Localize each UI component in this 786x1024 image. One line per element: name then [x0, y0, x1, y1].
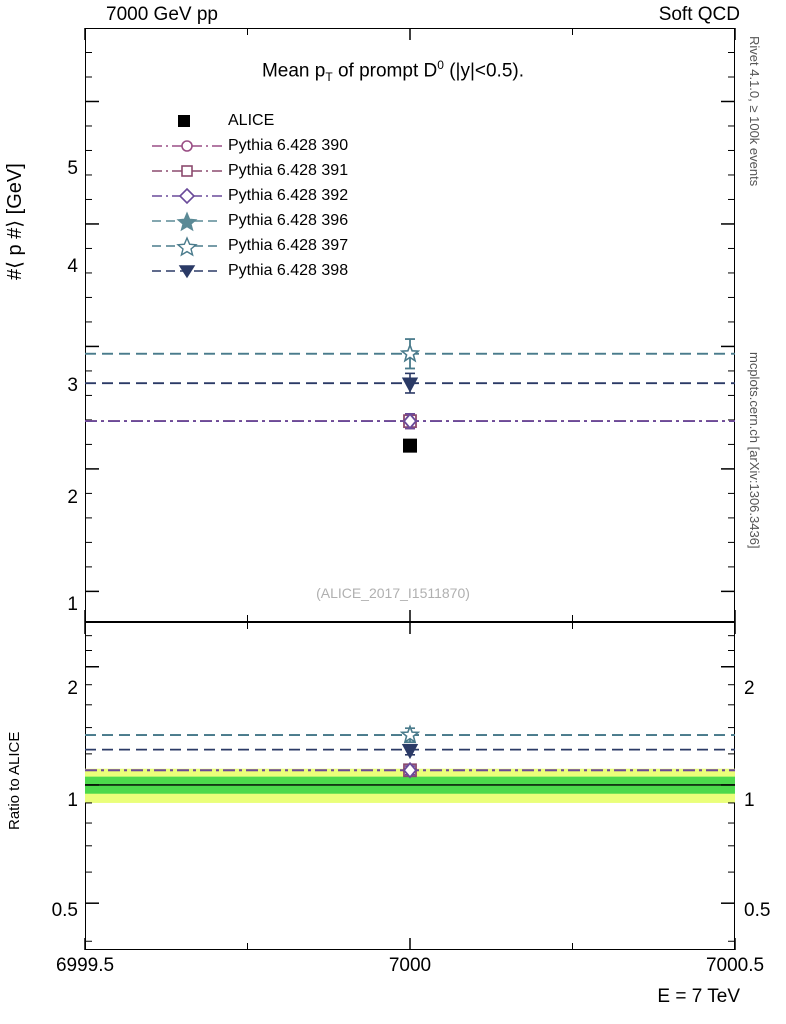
ytick-ratio-left-0.5: 0.5: [51, 900, 78, 921]
legend-label-4: Pythia 6.428 396: [228, 211, 349, 229]
legend-marker-pythia-391: [150, 160, 224, 182]
ytick-ratio-left-1: 1: [67, 790, 78, 811]
ratio-plot-canvas: [85, 622, 735, 950]
title-part-3: (|y|<0.5).: [443, 60, 525, 82]
ytick-ratio-right-2: 2: [744, 678, 755, 699]
ytick-main-4: 4: [67, 256, 78, 277]
legend-label-3: Pythia 6.428 392: [228, 186, 349, 204]
x-axis-label: E = 7 TeV: [657, 986, 740, 1007]
legend-label-5: Pythia 6.428 397: [228, 236, 349, 254]
rivet-version-label: Rivet 4.1.0, ≥ 100k events: [747, 36, 762, 187]
legend-item-4[interactable]: [150, 208, 348, 233]
xtick-7000: 7000: [388, 955, 432, 976]
ytick-main-2: 2: [67, 487, 78, 508]
legend-marker-pythia-398: [150, 260, 224, 282]
ytick-main-1: 1: [67, 594, 78, 615]
ytick-ratio-right-1: 1: [744, 790, 755, 811]
analysis-id-watermark: (ALICE_2017_I1511870): [316, 585, 470, 601]
legend: [150, 108, 348, 283]
ytick-ratio-left-2: 2: [67, 678, 78, 699]
legend-marker-pythia-396: [150, 210, 224, 232]
ytick-ratio-right-0.5: 0.5: [744, 900, 771, 921]
ytick-main-3: 3: [67, 375, 78, 396]
header-left-label: 7000 GeV pp: [106, 4, 218, 25]
header-right-label: Soft QCD: [658, 4, 740, 25]
xtick-6999.5: 6999.5: [55, 955, 115, 976]
title-part-1: Mean p: [261, 60, 326, 82]
ytick-main-5: 5: [67, 158, 78, 179]
legend-marker-alice: [150, 110, 224, 132]
title-sub-T: T: [325, 70, 333, 85]
legend-label-0: ALICE: [228, 111, 275, 129]
legend-label-1: Pythia 6.428 390: [228, 136, 349, 154]
legend-marker-pythia-397: [150, 235, 224, 257]
xtick-7000.5: 7000.5: [705, 955, 765, 976]
y-axis-label-ratio: Ratio to ALICE: [6, 731, 23, 830]
legend-item-1[interactable]: [150, 133, 348, 158]
y-axis-label-main-text: #⟨ p #⟩ [GeV]: [4, 163, 26, 280]
legend-marker-pythia-392: [150, 185, 224, 207]
title-part-2: of prompt D: [332, 60, 438, 82]
legend-label-2: Pythia 6.428 391: [228, 161, 349, 179]
y-axis-label-main: [2, 163, 27, 280]
legend-item-3[interactable]: [150, 183, 348, 208]
legend-label-6: Pythia 6.428 398: [228, 261, 349, 279]
legend-item-2[interactable]: [150, 158, 348, 183]
legend-marker-pythia-390: [150, 135, 224, 157]
legend-item-6[interactable]: [150, 258, 348, 283]
mcplots-reference-label: mcplots.cern.ch [arXiv:1306.3436]: [747, 352, 762, 549]
legend-item-5[interactable]: [150, 233, 348, 258]
title-sup-0: 0: [437, 58, 444, 72]
legend-item-0[interactable]: [150, 108, 348, 133]
